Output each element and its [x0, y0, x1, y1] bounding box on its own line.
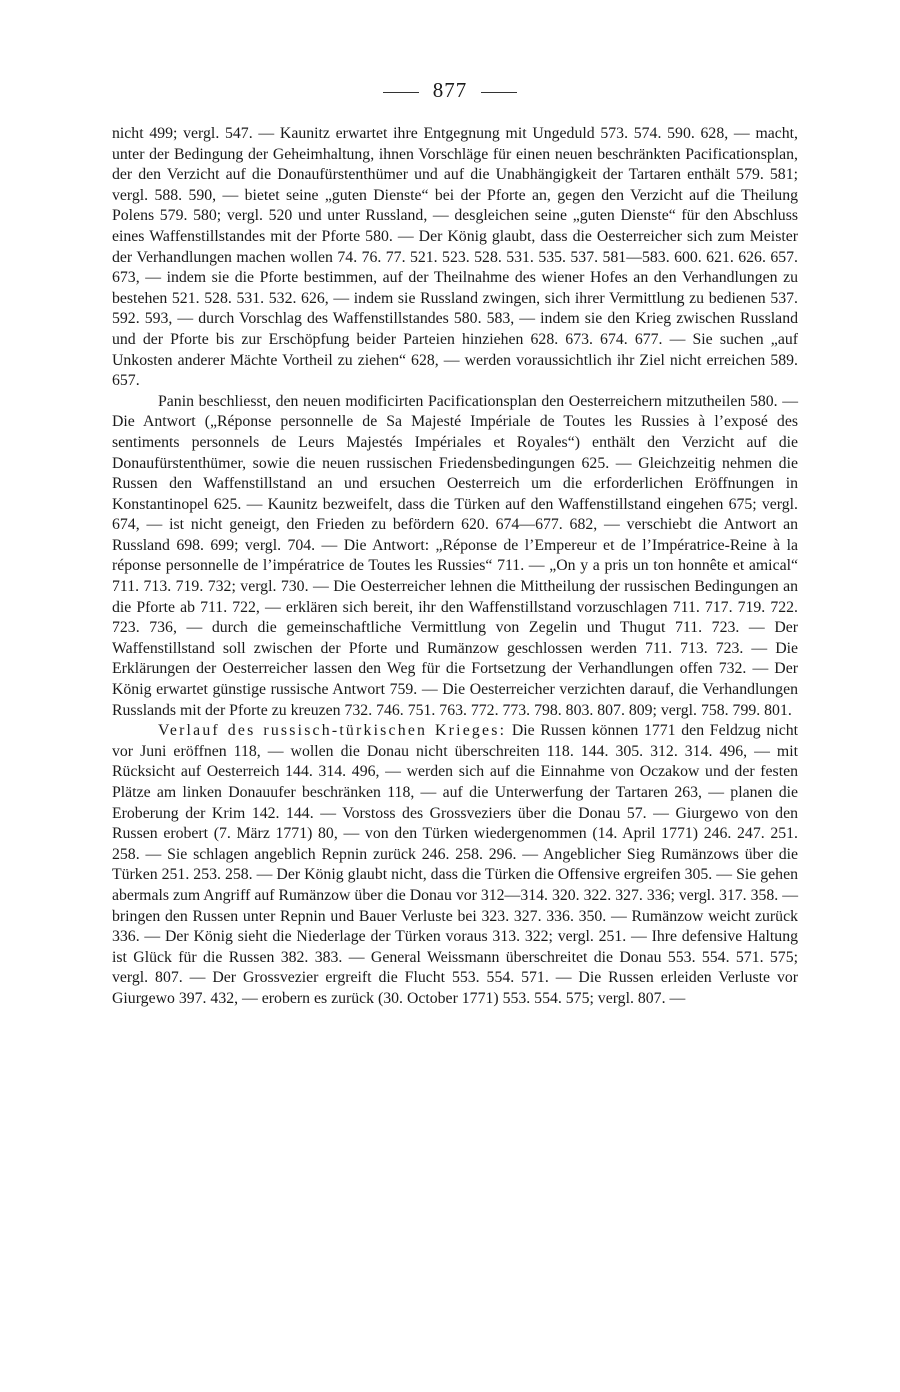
section-lead: Verlauf des russisch-türkischen Krieges:: [158, 722, 507, 740]
header-rule-right: [481, 92, 517, 93]
paragraph-1: nicht 499; vergl. 547. — Kaunitz erwartet ihre Entgegnung mit Ungeduld 573. 574. 590. 628, — macht, unter der Bedingung der Geheimhaltung, ihnen Vorschläge für einen neuen beschränkten Pacificationsplan, der den Verzicht auf die Donaufürstenthümer und auf die Unabhängigkeit der Tartaren enthält 579. 581; vergl. 588. 590, — bietet seine „guten Dienste“ bei der Pforte an, gegen den Verzicht auf die Theilung Polens 579. 580; vergl. 520 und unter Russland, — desgleichen seine „guten Dienste“ für den Abschluss eines Waffenstillstandes mit der Pforte 580. — Der König glaubt, dass die Oesterreicher sich zum Meister der Verhandlungen machen wollen 74. 76. 77. 521. 523. 528. 531. 535. 537. 581—583. 600. 621. 626. 657. 673, — indem sie die Pforte bestimmen, auf der Theilnahme des wiener Hofes an den Verhandlungen zu bestehen 521. 528. 531. 532. 626, — indem sie Russland zwingen, sich ihrer Vermittlung zu bedienen 537. 592. 593, — durch Vorschlag des Waffenstillstandes 580. 583, — indem sie den Krieg zwischen Russland und der Pforte bis zur Erschöpfung beider Parteien hinziehen 628. 673. 674. 677. — Sie suchen „auf Unkosten anderer Mächte Vortheil zu ziehen“ 628, — werden voraussichtlich ihr Ziel nicht erreichen 589. 657.: [112, 125, 798, 390]
page-number: 877: [432, 78, 468, 102]
header-rule-left: [383, 92, 419, 93]
paragraph-3-text: Die Russen können 1771 den Feldzug nicht vor Juni eröffnen 118, — wollen die Donau nicht überschreiten 118. 144. 305. 312. 314. 496, — mit Rücksicht auf Oesterreich 144. 314. 496, — werden sich auf die Einnahme von Oczakow und der festen Plätze am linken Donauufer beschränken 118, — auf die Unterwerfung der Tartaren 263, — planen die Eroberung der Krim 142. 144. — Vorstoss des Grossveziers über die Donau 57. — Giurgewo von den Russen erobert (7. März 1771) 80, — von den Türken wiedergenommen (14. April 1771) 246. 247. 251. 258. — Sie schlagen angeblich Repnin zurück 246. 258. 296. — Angeblicher Sieg Rumänzows über die Türken 251. 253. 258. — Der König glaubt nicht, dass die Türken die Offensive ergreifen 305. — Sie gehen abermals zum Angriff auf Rumänzow über die Donau vor 312—314. 320. 322. 327. 336; vergl. 317. 358. — bringen den Russen unter Repnin und Bauer Verluste bei 323. 327. 336. 350. — Rumänzow weicht zurück 336. — Der König sieht die Niederlage der Türken voraus 313. 322; vergl. 251. — Ihre defensive Haltung ist Glück für die Russen 382. 383. — General Weissmann überschreitet die Donau 553. 554. 571. 575; vergl. 807. — Der Grossvezier ergreift die Flucht 553. 554. 571. — Die Russen erleiden Verluste vor Giurgewo 397. 432, — erobern es zurück (30. October 1771) 553. 554. 575; vergl. 807. —: [112, 722, 798, 1007]
paragraph-2: Panin beschliesst, den neuen modificirten Pacificationsplan den Oesterreichern mitzutheilen 580. — Die Antwort („Réponse personnelle de Sa Majesté Impériale de Toutes les Russies à l’exposé des sentiments personnels de Leurs Majestés Impériales et Royales“) enthält den Verzicht auf die Donaufürstenthümer, sowie die neuen russischen Friedensbedingungen 625. — Gleichzeitig nehmen die Russen den Waffenstillstand an und ersuchen Oesterreich um die erforderlichen Eröffnungen in Konstantinopel 625. — Kaunitz bezweifelt, dass die Türken auf den Waffenstillstand eingehen 675; vergl. 674, — ist nicht geneigt, den Frieden zu befördern 620. 674—677. 682, — verschiebt die Antwort an Russland 698. 699; vergl. 704. — Die Antwort: „Réponse de l’Empereur et de l’Impératrice-Reine à la réponse personnelle de l’impératrice de Toutes les Russies“ 711. — „On y a pris un ton honnête et amical“ 711. 713. 719. 732; vergl. 730. — Die Oesterreicher lehnen die Mittheilung der russischen Bedingungen an die Pforte ab 711. 722, — erklären sich bereit, ihr den Waffenstillstand vorzuschlagen 711. 717. 719. 722. 723. 736, — durch die gemeinschaftliche Vermittlung von Zegelin und Thugut 711. 723. — Der Waffenstillstand soll zwischen der Pforte und Rumänzow geschlossen werden 711. 713. 723. — Die Erklärungen der Oesterreicher lassen den Weg für die Fortsetzung der Verhandlungen offen 732. — Der König erwartet günstige russische Antwort 759. — Die Oesterreicher verzichten darauf, die Verhandlungen Russlands mit der Pforte zu kreuzen 732. 746. 751. 763. 772. 773. 798. 803. 807. 809; vergl. 758. 799. 801.: [112, 392, 798, 719]
page-header: [0, 78, 900, 103]
body-text: [112, 124, 798, 1010]
paragraph-3: [112, 721, 798, 1009]
